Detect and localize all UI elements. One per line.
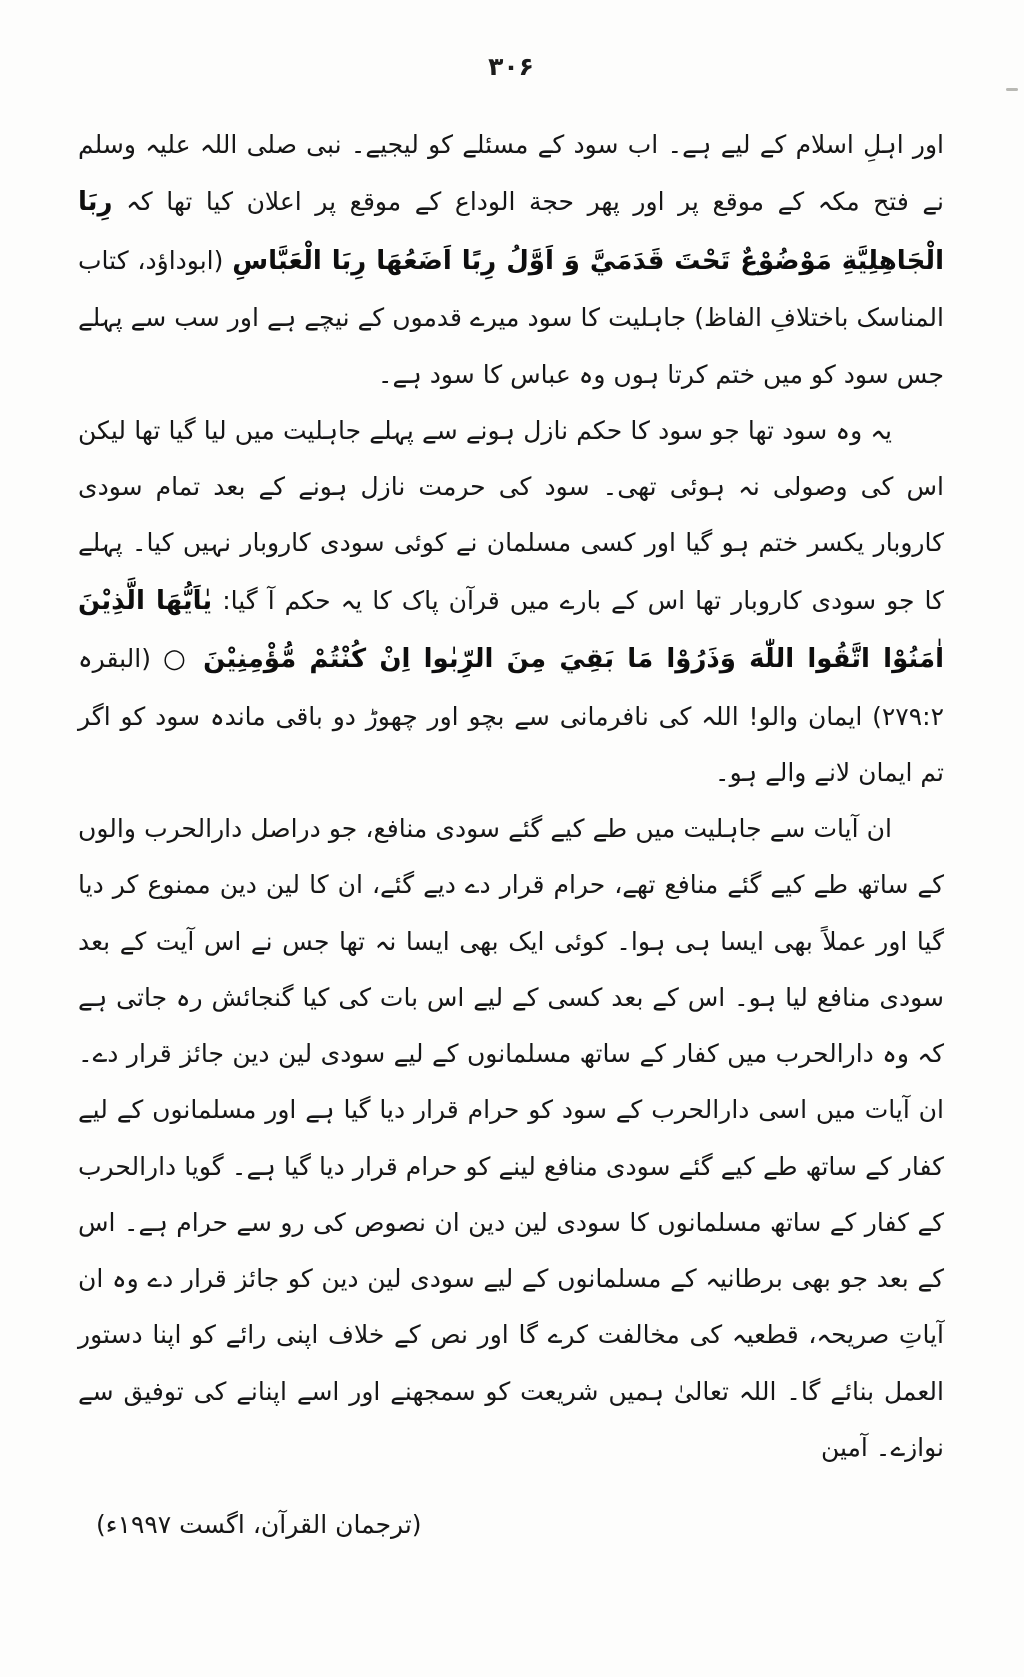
paragraph-quran-ruling [78, 403, 944, 801]
quran-verse-arabic: يٰاَيُّهَا الَّذِيْنَ اٰمَنُوْا اتَّقُوا اللّٰهَ وَذَرُوْا مَا بَقِيَ مِنَ الرِّبٰوا اِنْ كُنْتُمْ مُّؤْمِنِيْنَ ○ [78, 585, 944, 674]
paragraph-intro-urdu-tail: (ابوداؤد، کتاب المناسک باختلافِ الفاظ) جاہلیت کا سود میرے قدموں کے نیچے ہے اور سب سے پہلے جس سود کو میں ختم کرتا ہوں وہ عباس کا سود ہے۔ [78, 245, 944, 389]
page-number: ۳۰۶ [488, 52, 534, 81]
paragraph-intro-urdu-lead: اور اہلِ اسلام کے لیے ہے۔ اب سود کے مسئلے کو لیجیے۔ نبی صلی اللہ علیہ وسلم نے فتح مکہ کے موقع پر اور پھر حجة الوداع کے موقع پر اعلان کیا تھا کہ [78, 130, 944, 217]
paragraph-quran-urdu-lead: یہ وہ سود تھا جو سود کا حکم نازل ہونے سے پہلے جاہلیت میں لیا گیا تھا لیکن اس کی وصولی نہ ہوئی تھی۔ سود کی حرمت نازل ہونے کے بعد تمام سودی کاروبار یکسر ختم ہو گیا اور کسی مسلمان نے کوئی سودی کاروبار نہیں کیا۔ پہلے کا جو سودی کاروبار تھا اس کے بارے میں قرآن پاک کا یہ حکم آ گیا: [78, 415, 944, 615]
attribution-line: (ترجمان القرآن، اگست ۱۹۹۷ء) [96, 1510, 422, 1539]
paragraph-intro-hadith [78, 117, 944, 403]
paragraph-quran-urdu-tail: (البقرہ ۲۷۹:۲) ایمان والو! اللہ کی نافرمانی سے بچو اور چھوڑ دو باقی ماندہ سود کو اگر تم ایمان لانے والے ہو۔ [78, 644, 944, 787]
scan-artifact-mark [1006, 88, 1018, 91]
page-text-block [78, 117, 944, 1476]
paragraph-darulharb-discussion: ان آیات سے جاہلیت میں طے کیے گئے سودی منافع، جو دراصل دارالحرب والوں کے ساتھ طے کیے گئے منافع تھے، حرام قرار دے دیے گئے، ان کا لین دین ممنوع کر دیا گیا اور عملاً بھی ایسا ہی ہوا۔ کوئی ایک بھی ایسا نہ تھا جس نے اس آیت کے بعد سودی منافع لیا ہو۔ اس کے بعد کسی کے لیے اس بات کی کیا گنجائش رہ جاتی ہے کہ وہ دارالحرب میں کفار کے ساتھ مسلمانوں کے لیے سودی لین دین جائز قرار دے۔ ان آیات میں اسی دارالحرب کے سود کو حرام قرار دیا گیا ہے اور مسلمانوں کے لیے کفار کے ساتھ طے کیے گئے سودی منافع لینے کو حرام قرار دیا گیا ہے۔ گویا دارالحرب کے کفار کے ساتھ مسلمانوں کا سودی لین دین ان نصوص کی رو سے حرام ہے۔ اس کے بعد جو بھی برطانیہ کے مسلمانوں کے لیے سودی لین دین کو جائز قرار دے وہ ان آیاتِ صریحہ، قطعیہ کی مخالفت کرے گا اور نص کے خلاف اپنی رائے کو اپنا دستور العمل بنائے گا۔ اللہ تعالیٰ ہمیں شریعت کو سمجھنے اور اسے اپنانے کی توفیق سے نوازے۔ آمین [78, 814, 944, 1462]
hadith-arabic-quote: رِبَا الْجَاهِلِيَّةِ مَوْضُوْعٌ تَحْتَ قَدَمَيَّ وَ اَوَّلُ رِبًا اَضَعُهَا رِبَا الْعَبَّاسِ [78, 187, 944, 276]
